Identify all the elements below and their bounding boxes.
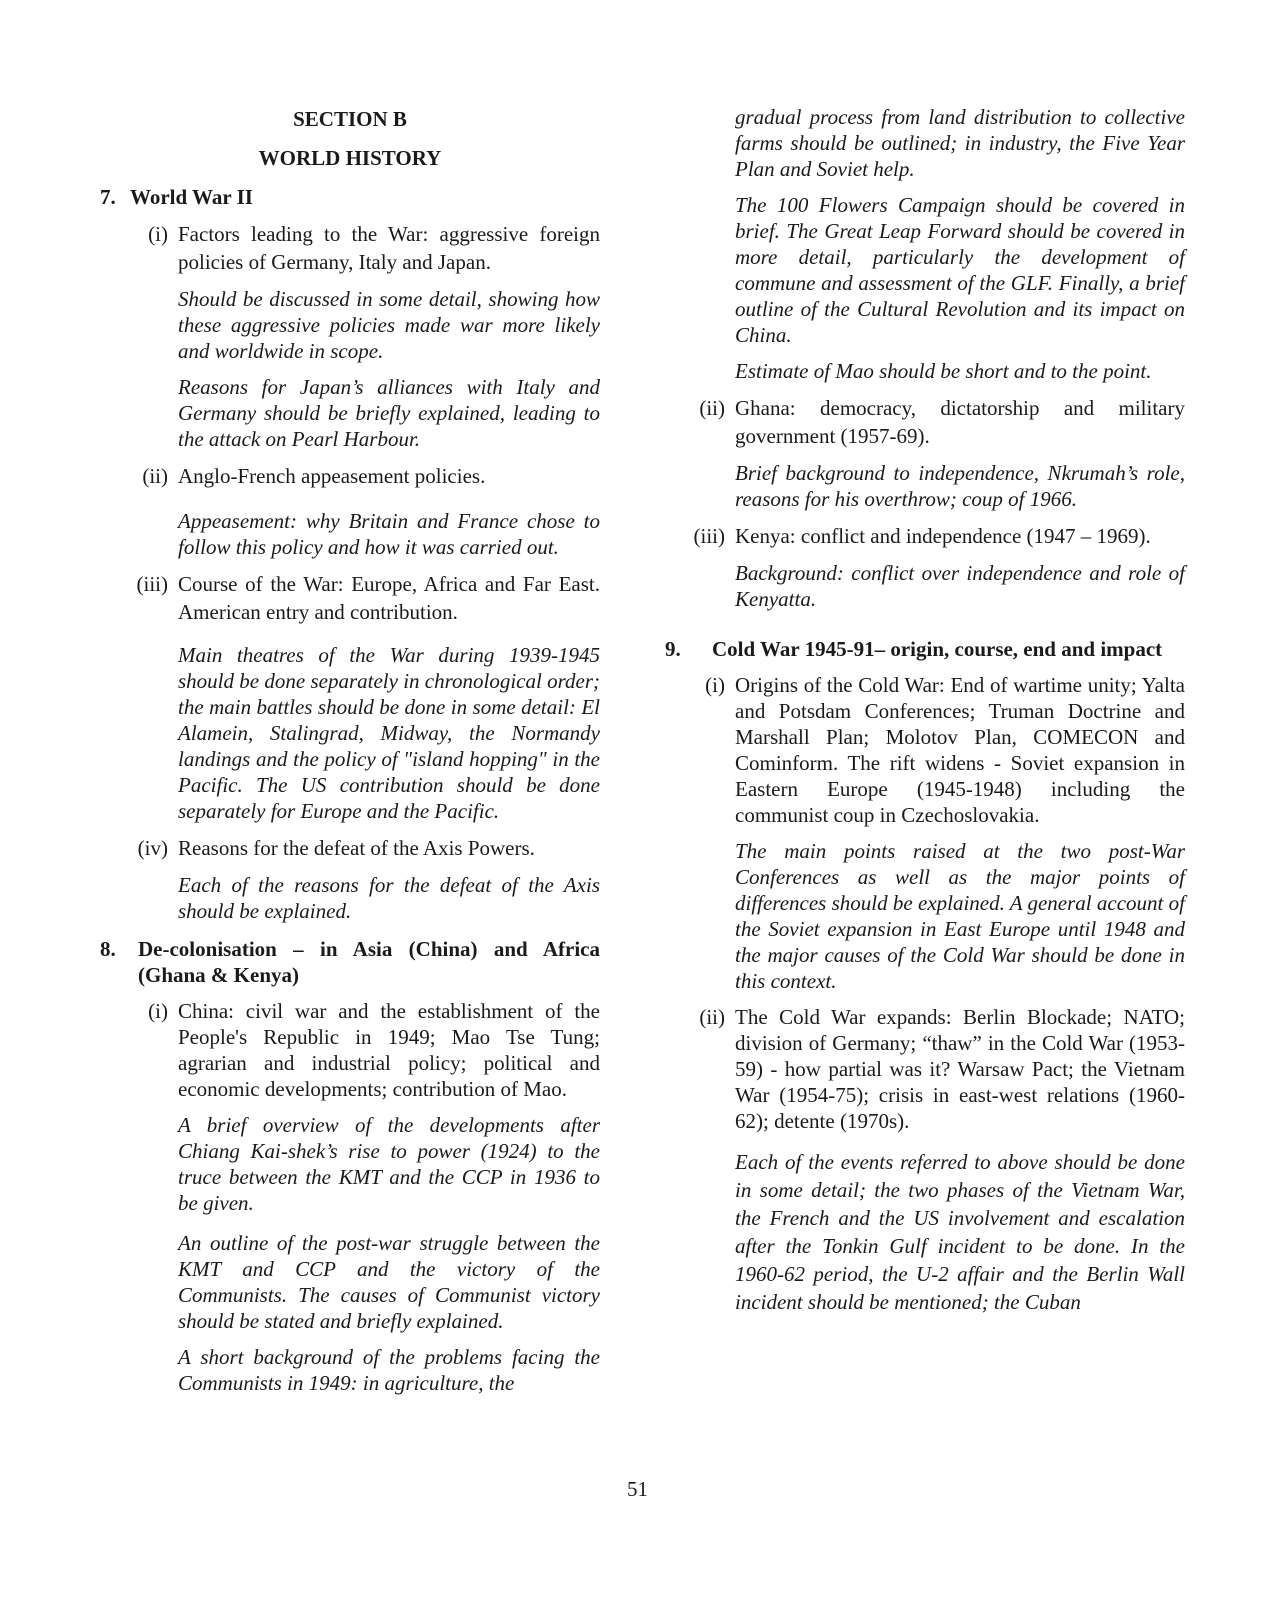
subtopic-text: Factors leading to the War: aggressive foreign policies of Germany, Italy and Japan. [178, 222, 600, 274]
subtopic-8-i [100, 998, 600, 1102]
subtopic-text: China: civil war and the establishment of the People's Republic in 1949; Mao Tse Tung; agrarian and industrial policy; political and economic developments; contribution of Mao. [178, 999, 600, 1101]
subtopic-7-ii [100, 462, 600, 490]
subtopic-label: (i) [148, 222, 168, 246]
subtopic-text: Reasons for the defeat of the Axis Powers. [178, 836, 535, 860]
explanatory-note: Each of the reasons for the defeat of the Axis should be explained. [178, 873, 600, 923]
explanatory-note: gradual process from land distribution to collective farms should be outlined; in industry, the Five Year Plan and Soviet help. [735, 105, 1185, 181]
explanatory-note: Reasons for Japan’s alliances with Italy and Germany should be briefly explained, leading to the attack on Pearl Harbour. [178, 375, 600, 451]
subtopic-7-iv [100, 834, 600, 862]
left-column [100, 100, 600, 1406]
subtopic-9-i [665, 672, 1185, 828]
explanatory-note: Each of the events referred to above should be done in some detail; the two phases of the Vietnam War, the French and the US involvement and escalation after the Tonkin Gulf incident to be done. In the 1960-62 period, the U-2 affair and the Berlin Wall incident should be mentioned; the Cuban [735, 1150, 1185, 1314]
subtopic-7-iii [100, 570, 600, 626]
subtopic-label: (iii) [136, 572, 168, 596]
topic-number: 8. [100, 937, 116, 961]
explanatory-note: Should be discussed in some detail, showing how these aggressive policies made war more likely and worldwide in scope. [178, 287, 600, 363]
subtopic-8-iii [665, 522, 1185, 550]
subject-title: WORLD HISTORY [258, 146, 442, 170]
explanatory-note: The main points raised at the two post-War Conferences as well as the major points of differences should be explained. A general account of the Soviet expansion in East Europe until 1948 and the major causes of the Cold War should be done in this context. [735, 839, 1185, 993]
explanatory-note: A brief overview of the developments after Chiang Kai-shek’s rise to power (1924) to the truce between the KMT and the CCP in 1936 to be given. [178, 1113, 600, 1215]
right-column [665, 100, 1185, 1326]
explanatory-note: Estimate of Mao should be short and to the point. [735, 359, 1152, 383]
subtopic-text: Kenya: conflict and independence (1947 – 1969). [735, 524, 1151, 548]
subtopic-label: (iii) [693, 524, 725, 548]
subtopic-text: Course of the War: Europe, Africa and Far East. American entry and contribution. [178, 572, 600, 624]
topic-heading-7 [100, 184, 600, 210]
topic-number: 9. [665, 637, 681, 661]
explanatory-note: Appeasement: why Britain and France chose to follow this policy and how it was carried out. [178, 509, 600, 559]
subtopic-label: (ii) [142, 464, 168, 488]
page-number: 51 [627, 1477, 648, 1501]
topic-title: World War II [130, 185, 253, 209]
subtopic-text: Ghana: democracy, dictatorship and military government (1957-69). [735, 396, 1185, 448]
subtopic-text: The Cold War expands: Berlin Blockade; NATO; division of Germany; “thaw” in the Cold War (1953-59) - how partial was it? Warsaw Pact; the Vietnam War (1954-75); crisis in east-west relations (1960-62); detente (1970s). [735, 1005, 1185, 1133]
subtopic-label: (ii) [699, 396, 725, 420]
subtopic-label: (iv) [137, 836, 168, 860]
subtopic-label: (i) [148, 999, 168, 1023]
explanatory-note: Main theatres of the War during 1939-1945 should be done separately in chronological order; the main battles should be done in some detail: El Alamein, Stalingrad, Midway, the Normandy landings and the policy of "island hopping" in the Pacific. The US contribution should be done separately for Europe and the Pacific. [178, 643, 600, 823]
topic-heading-8 [100, 936, 600, 988]
subtopic-9-ii [665, 1004, 1185, 1134]
section-title: SECTION B [293, 107, 407, 131]
subtopic-label: (i) [705, 673, 725, 697]
topic-number: 7. [100, 185, 116, 209]
subtopic-label: (ii) [699, 1005, 725, 1029]
subtopic-text: Anglo-French appeasement policies. [178, 464, 486, 488]
explanatory-note: A short background of the problems facing the Communists in 1949: in agriculture, the [178, 1345, 600, 1395]
subtopic-7-i [100, 220, 600, 276]
topic-title: Cold War 1945-91– origin, course, end and impact [712, 637, 1163, 661]
subtopic-8-ii [665, 394, 1185, 450]
explanatory-note: The 100 Flowers Campaign should be covered in brief. The Great Leap Forward should be covered in more detail, particularly the development of commune and assessment of the GLF. Finally, a brief outline of the Cultural Revolution and its impact on China. [735, 193, 1185, 347]
topic-heading-9 [665, 636, 1185, 662]
topic-title: De-colonisation – in Asia (China) and Africa (Ghana & Kenya) [138, 937, 600, 987]
explanatory-note: An outline of the post-war struggle between the KMT and CCP and the victory of the Communists. The causes of Communist victory should be stated and briefly explained. [178, 1231, 600, 1333]
explanatory-note: Background: conflict over independence and role of Kenyatta. [735, 561, 1185, 611]
explanatory-note: Brief background to independence, Nkrumah’s role, reasons for his overthrow; coup of 1966. [735, 461, 1185, 511]
subtopic-text: Origins of the Cold War: End of wartime unity; Yalta and Potsdam Conferences; Truman Doctrine and Marshall Plan; Molotov Plan, COMECON and Cominform. The rift widens - Soviet expansion in Eastern Europe (1945-1948) including the communist coup in Czechoslovakia. [735, 673, 1185, 827]
